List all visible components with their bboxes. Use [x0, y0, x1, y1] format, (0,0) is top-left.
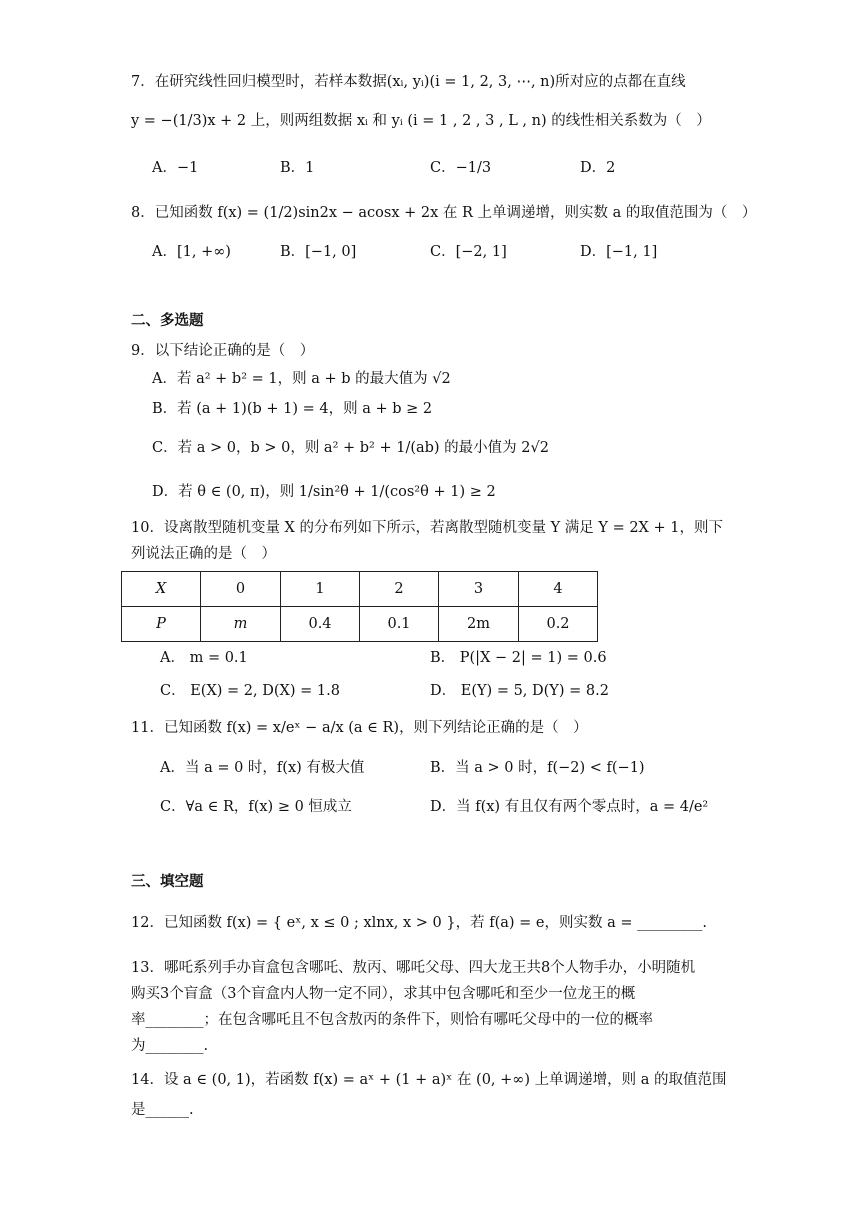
table-cell: 2m [439, 607, 519, 642]
table-cell: 2 [360, 572, 439, 607]
q8-option-b: B．[−1, 0] [280, 244, 357, 260]
q9-option-d: D．若 θ ∈ (0, π)，则 1/sin²θ + 1/(cos²θ + 1) ≥ 2 [152, 484, 496, 500]
q10-option-c: C． E(X) = 2, D(X) = 1.8 [160, 683, 340, 699]
q8-option-d: D．[−1, 1] [580, 244, 658, 260]
section-heading-fill-in: 三、填空题 [131, 874, 204, 890]
q9-option-c: C．若 a > 0，b > 0，则 a² + b² + 1/(ab) 的最小值为 2√2 [152, 440, 549, 456]
section-heading-multiple-choice: 二、多选题 [131, 313, 204, 329]
q12-line: 12．已知函数 f(x) = { eˣ, x ≤ 0 ; xlnx, x > 0 }，若 f(a) = e，则实数 a = _________. [131, 915, 707, 931]
q9-option-b: B．若 (a + 1)(b + 1) = 4，则 a + b ≥ 2 [152, 401, 433, 417]
distribution-table [121, 571, 598, 642]
q7-option-a: A．−1 [152, 160, 199, 176]
q11-option-b: B．当 a > 0 时，f(−2) < f(−1) [430, 760, 645, 776]
q11-stem: 11．已知函数 f(x) = x/eˣ − a/x (a ∈ R)，则下列结论正确的是（ ） [131, 720, 588, 736]
table-cell: X [122, 572, 201, 607]
table-cell: 0.1 [360, 607, 439, 642]
table-row [122, 572, 598, 607]
q10-option-a: A． m = 0.1 [160, 650, 248, 666]
table-cell: 0 [201, 572, 281, 607]
q8-option-a: A．[1, +∞) [152, 244, 231, 260]
table-row [122, 607, 598, 642]
table-cell: P [122, 607, 201, 642]
table-cell: 1 [281, 572, 360, 607]
q7-line1: 7．在研究线性回归模型时，若样本数据(xᵢ, yᵢ)(i = 1, 2, 3, ⋯, n)所对应的点都在直线 [131, 74, 686, 90]
q7-option-d: D．2 [580, 160, 616, 176]
q13-line3: 率________；在包含哪吒且不包含敖丙的条件下，则恰有哪吒父母中的一位的概率 [131, 1012, 653, 1028]
q11-option-d: D．当 f(x) 有且仅有两个零点时，a = 4/e² [430, 799, 709, 815]
q8-line1: 8．已知函数 f(x) = (1/2)sin2x − acosx + 2x 在 R 上单调递增，则实数 a 的取值范围为（ ） [131, 205, 757, 221]
q13-line2: 购买3个盲盒（3个盲盒内人物一定不同），求其中包含哪吒和至少一位龙王的概 [131, 986, 636, 1002]
q7-option-c: C．−1/3 [430, 160, 492, 176]
q14-line1: 14．设 a ∈ (0, 1)，若函数 f(x) = aˣ + (1 + a)ˣ 在 (0, +∞) 上单调递增，则 a 的取值范围 [131, 1072, 727, 1088]
q13-line1: 13．哪吒系列手办盲盒包含哪吒、敖丙、哪吒父母、四大龙王共8个人物手办，小明随机 [131, 960, 696, 976]
q9-stem: 9．以下结论正确的是（ ） [131, 343, 315, 359]
q10-option-d: D． E(Y) = 5, D(Y) = 8.2 [430, 683, 609, 699]
table-cell: 4 [519, 572, 598, 607]
q14-line2: 是______. [131, 1102, 194, 1118]
q10-option-b: B． P(|X − 2| = 1) = 0.6 [430, 650, 607, 666]
q11-option-c: C．∀a ∈ R，f(x) ≥ 0 恒成立 [160, 799, 352, 815]
q9-option-a: A．若 a² + b² = 1，则 a + b 的最大值为 √2 [152, 371, 451, 387]
table-cell: 0.4 [281, 607, 360, 642]
table-cell: 0.2 [519, 607, 598, 642]
q10-line2: 列说法正确的是（ ） [131, 546, 276, 562]
table-cell: m [201, 607, 281, 642]
q8-option-c: C．[−2, 1] [430, 244, 507, 260]
q7-line2: y = −(1/3)x + 2 上，则两组数据 xᵢ 和 yᵢ (i = 1 , 2 , 3 , L , n) 的线性相关系数为（ ） [131, 113, 711, 129]
q11-option-a: A．当 a = 0 时，f(x) 有极大值 [160, 760, 365, 776]
q13-line4: 为________. [131, 1038, 209, 1054]
q10-line1: 10．设离散型随机变量 X 的分布列如下所示，若离散型随机变量 Y 满足 Y = 2X + 1，则下 [131, 520, 723, 536]
q7-option-b: B．1 [280, 160, 315, 176]
table-cell: 3 [439, 572, 519, 607]
